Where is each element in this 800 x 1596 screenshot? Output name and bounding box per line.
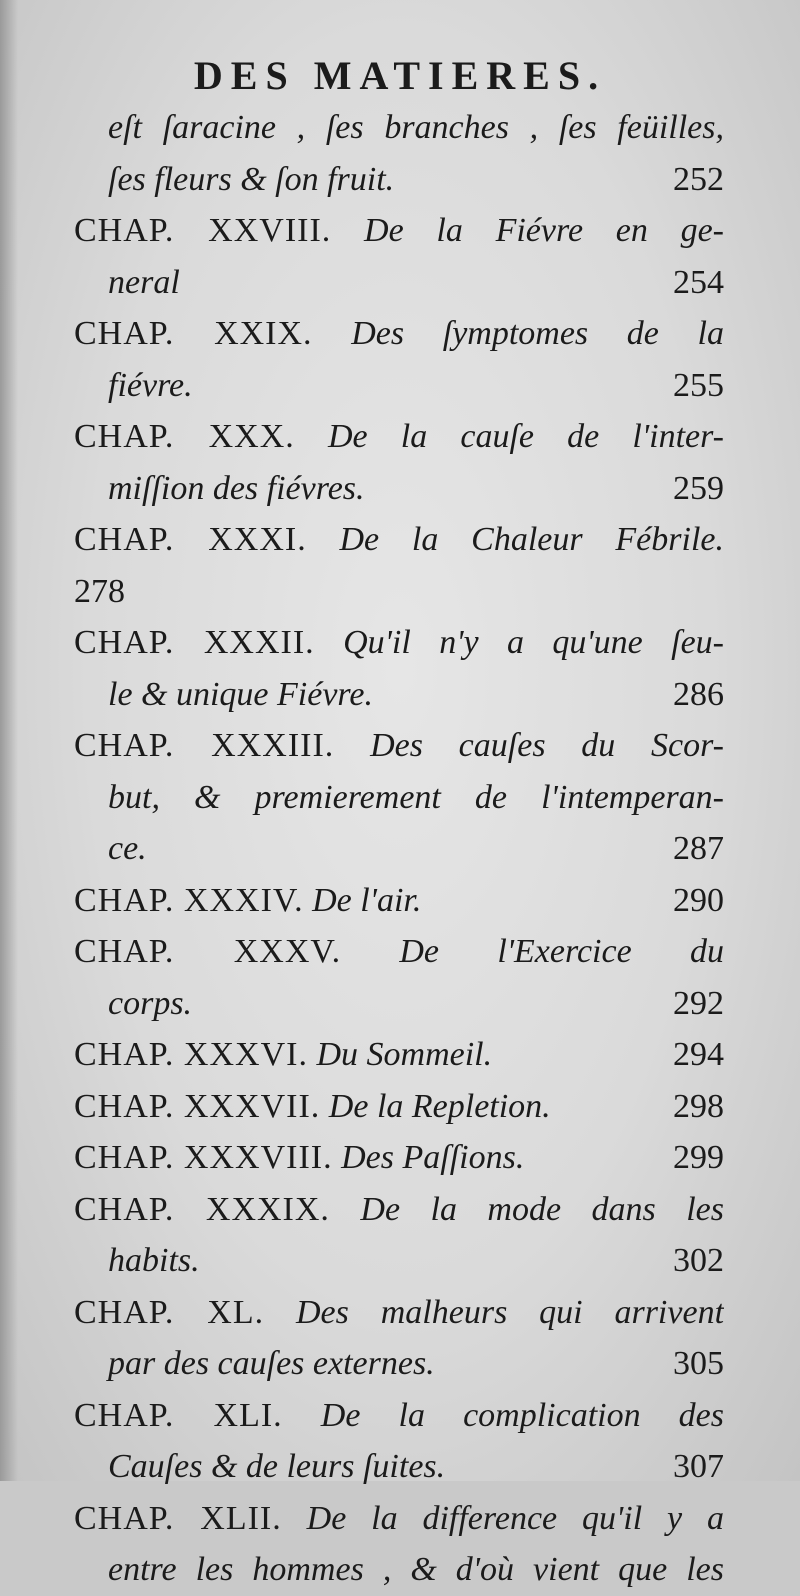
toc-line — [74, 360, 724, 412]
toc-line-body — [74, 514, 724, 566]
toc-line — [74, 205, 724, 257]
chapter-title: ſes fleurs & ſon fruit. — [108, 160, 395, 198]
chapter-title: De la Repletion. — [328, 1087, 551, 1125]
chapter-label: CHAP. XXXIV. — [74, 881, 304, 919]
toc-line — [74, 1081, 724, 1133]
toc-line — [74, 514, 724, 566]
toc-line-body — [74, 1081, 724, 1133]
chapter-title: ce. — [108, 830, 147, 867]
chapter-title: par des cauſes externes. — [108, 1345, 435, 1382]
page-number: 294 — [673, 1036, 724, 1073]
toc-line — [74, 1287, 724, 1339]
page-number: 254 — [673, 263, 724, 301]
chapter-label: CHAP. XXXVIII. — [74, 1139, 333, 1176]
page-number: 292 — [673, 984, 724, 1022]
toc-line-body — [74, 720, 724, 772]
toc-line — [74, 823, 724, 875]
chapter-label: CHAP. XLI. — [74, 1396, 283, 1434]
toc-line-body — [108, 1441, 724, 1493]
page-number: 302 — [673, 1242, 724, 1279]
chapter-title: le & unique Fiévre. — [108, 675, 373, 713]
toc-line-body — [108, 463, 724, 515]
toc-line — [74, 926, 724, 978]
toc-line-body — [74, 1287, 724, 1339]
toc-line-body — [108, 360, 724, 412]
toc-line-body — [74, 1390, 724, 1442]
chapter-label: CHAP. XL. — [74, 1293, 265, 1331]
page-number: 298 — [673, 1087, 724, 1125]
toc-line-body — [108, 823, 724, 875]
page-header: DES MATIERES. — [193, 53, 607, 98]
toc-line — [74, 1544, 724, 1596]
toc-line — [74, 772, 724, 824]
chapter-title: neral — [108, 263, 180, 301]
page-number: 287 — [673, 830, 724, 867]
toc-line — [74, 1029, 724, 1081]
page-number: 278 — [74, 572, 125, 610]
chapter-label: CHAP. XXXIII. — [74, 727, 335, 764]
toc-line — [74, 566, 724, 618]
toc-line — [74, 1132, 724, 1184]
toc-line — [74, 463, 724, 515]
toc-line-body — [74, 1029, 724, 1081]
toc-line-body — [108, 102, 724, 154]
chapter-title: Des ſymptomes de la — [351, 315, 724, 352]
toc-line-body — [108, 154, 724, 206]
page-number: 286 — [673, 675, 724, 713]
page-number: 305 — [673, 1345, 724, 1382]
toc-line-body — [74, 1493, 724, 1545]
toc-line-body — [74, 308, 724, 360]
chapter-label: CHAP. XXXI. — [74, 521, 307, 558]
chapter-title: De la mode dans les — [360, 1190, 724, 1228]
toc-line — [74, 617, 724, 669]
bleed-through-text — [60, 1340, 76, 1384]
toc-line-body — [108, 257, 724, 309]
toc-line — [74, 875, 724, 927]
chapter-title: De l'air. — [312, 881, 422, 919]
chapter-label: CHAP. XXXIX. — [74, 1190, 330, 1228]
chapter-label: CHAP. XXX. — [74, 418, 295, 455]
chapter-label: CHAP. XLII. — [74, 1499, 282, 1537]
toc-line — [74, 257, 724, 309]
chapter-label: CHAP. XXXV. — [74, 933, 342, 970]
toc-line — [74, 720, 724, 772]
chapter-label: CHAP. XXIX. — [74, 315, 313, 352]
page-number: 299 — [673, 1139, 724, 1176]
toc-line — [74, 1184, 724, 1236]
chapter-title: De l'Exercice du — [399, 933, 724, 970]
chapter-title: miſſion des fiévres. — [108, 469, 365, 507]
toc-line-body — [108, 978, 724, 1030]
toc-line-body — [74, 1132, 724, 1184]
chapter-title: Cauſes & de leurs ſuites. — [108, 1448, 446, 1485]
toc-line-body — [108, 1338, 724, 1390]
toc-line — [74, 154, 724, 206]
toc-line-body — [74, 411, 724, 463]
chapter-title: habits. — [108, 1242, 200, 1279]
toc-line — [74, 102, 724, 154]
chapter-title: De la Fiévre en ge- — [364, 212, 724, 249]
chapter-title: De la Chaleur Fébrile. — [339, 521, 724, 558]
toc-line — [74, 1441, 724, 1493]
page-number: 259 — [673, 469, 724, 507]
chapter-label: CHAP. XXXVI. — [74, 1036, 308, 1073]
chapter-title: but, & premierement de l'intemperan- — [108, 778, 724, 816]
toc-line-body — [74, 205, 724, 257]
toc-line — [74, 411, 724, 463]
toc-line — [74, 1235, 724, 1287]
toc-line-body — [74, 1184, 724, 1236]
chapter-title: Du Sommeil. — [316, 1036, 493, 1073]
toc-line — [74, 1390, 724, 1442]
toc-line-body — [108, 1235, 724, 1287]
toc-line — [74, 978, 724, 1030]
table-of-contents — [74, 102, 724, 1596]
toc-line — [74, 1338, 724, 1390]
chapter-title: Des cauſes du Scor- — [370, 727, 724, 764]
chapter-title: corps. — [108, 984, 193, 1022]
chapter-title: fiévre. — [108, 366, 193, 404]
toc-line — [74, 669, 724, 721]
chapter-title: De la cauſe de l'inter- — [327, 418, 724, 455]
chapter-title: De la complication des — [320, 1396, 724, 1434]
page-number: 255 — [673, 366, 724, 404]
toc-line-body — [108, 772, 724, 824]
chapter-title: eſt ſaracine , ſes branches , ſes feüilles, — [108, 109, 724, 146]
chapter-label: CHAP. XXXII. — [74, 624, 315, 661]
chapter-label: CHAP. XXVIII. — [74, 212, 332, 249]
page-number: 307 — [673, 1448, 724, 1485]
chapter-title: De la difference qu'il y a — [306, 1499, 724, 1537]
toc-line — [74, 308, 724, 360]
chapter-title: Des malheurs qui arrivent — [296, 1293, 724, 1331]
toc-line-body — [108, 669, 724, 721]
toc-line-body — [108, 1544, 724, 1596]
toc-line-body — [74, 926, 724, 978]
chapter-title: entre les hommes , & d'où vient que les — [108, 1551, 724, 1588]
toc-line — [74, 1493, 724, 1545]
page-number: 252 — [673, 160, 724, 198]
toc-line-body — [74, 617, 724, 669]
chapter-title: Des Paſſions. — [341, 1139, 525, 1176]
page-number: 290 — [673, 881, 724, 919]
chapter-label: CHAP. XXXVII. — [74, 1087, 321, 1125]
chapter-title: Qu'il n'y a qu'une ſeu- — [343, 624, 724, 661]
toc-line-body — [74, 875, 724, 927]
